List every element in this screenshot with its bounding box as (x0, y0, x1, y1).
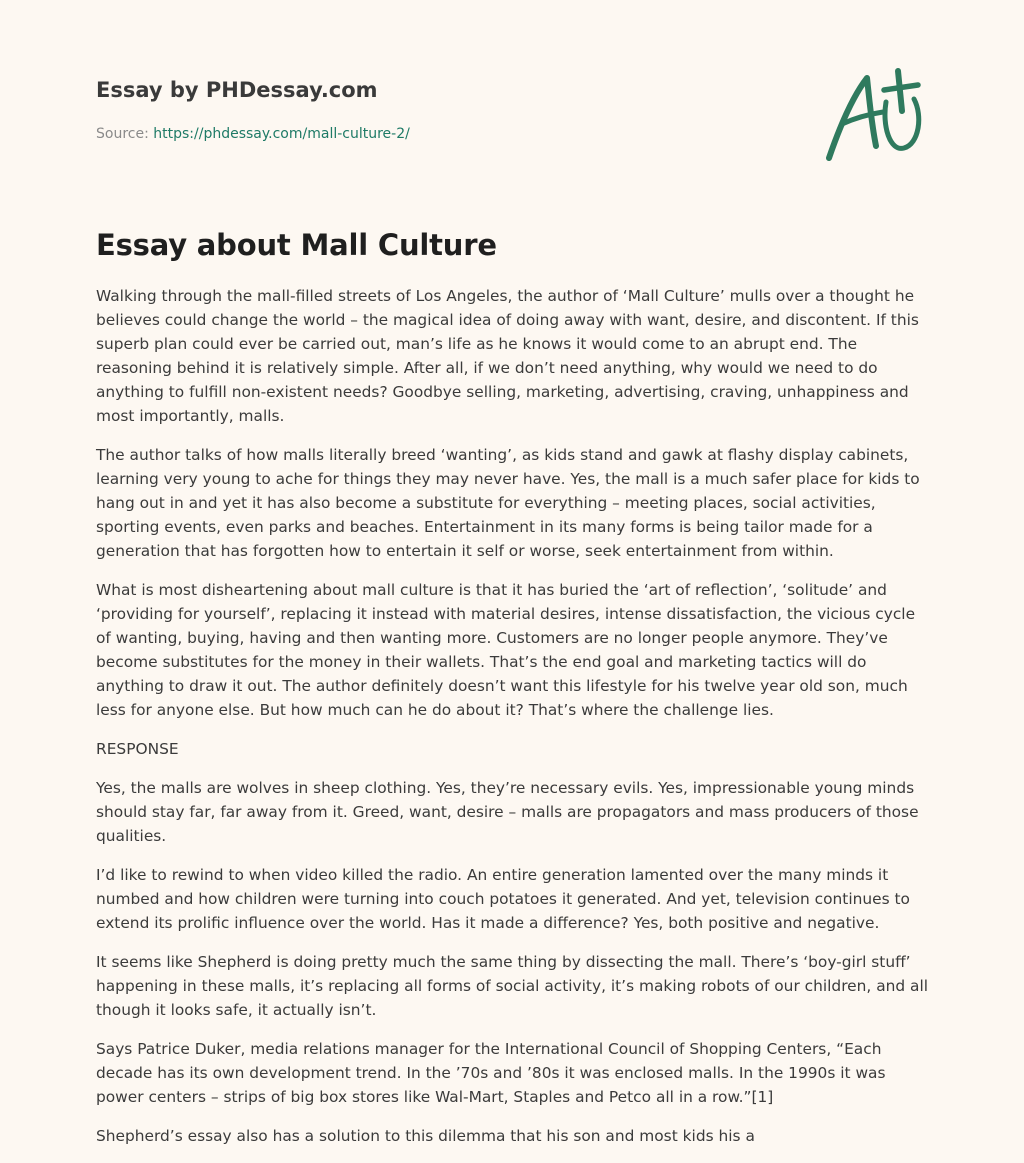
paragraph: I’d like to rewind to when video killed the radio. An entire generation lamented over the many minds it numbed and how children were turning into couch potatoes it generated. And yet, television continues to extend its prolific influence over the world. Has it made a difference? Yes, both positive and negative. (96, 866, 910, 932)
a-plus-logo-graphic (820, 66, 930, 166)
paragraph: Says Patrice Duker, media relations manager for the International Council of Shopping Centers, “Each decade has its own development trend. In the ’70s and ’80s it was enclosed malls. In the 1990s it was power centers – strips of big box stores like Wal-Mart, Staples and Petco all in a row.”[1] (96, 1040, 886, 1106)
paragraph: What is most disheartening about mall culture is that it has buried the ‘art of reflection’, ‘solitude’ and ‘providing for yourself’, replacing it instead with material desires, intense dissatisfaction, the vicious cycle of wanting, buying, having and then wanting more. Customers are no longer people anymore. They’ve become substitutes for the money in their wallets. That’s the end goal and marketing tactics will do anything to draw it out. The author definitely doesn’t want this lifestyle for his twelve year old son, much less for anyone else. But how much can he do about it? That’s where the challenge lies. (96, 581, 916, 719)
paragraph: The author talks of how malls literally breed ‘wanting’, as kids stand and gawk at flashy display cabinets, learning very young to ache for things they may never have. Yes, the mall is a much safer place for kids to hang out in and yet it has also become a substitute for everything – meeting places, social activities, sporting events, even parks and beaches. Entertainment in its many forms is being tailor made for a generation that has forgotten how to entertain it self or worse, seek entertainment from within. (96, 446, 920, 560)
a-plus-icon (820, 66, 930, 166)
source-line (96, 124, 796, 144)
paragraph: Walking through the mall-filled streets of Los Angeles, the author of ‘Mall Culture’ mulls over a thought he believes could change the world – the magical idea of doing away with want, desire, and discontent. If this superb plan could ever be carried out, man’s life as he knows it would come to an abrupt end. The reasoning behind it is relatively simple. After all, if we don’t need anything, why would we need to do anything to fulfill non-existent needs? Goodbye selling, marketing, advertising, craving, unhappiness and most importantly, malls. (96, 287, 919, 425)
paragraph: Yes, the malls are wolves in sheep clothing. Yes, they’re necessary evils. Yes, impressionable young minds should stay far, far away from it. Greed, want, desire – malls are propagators and mass producers of those qualities. (96, 779, 919, 845)
article-body (96, 284, 930, 1163)
paragraph: Shepherd’s essay also has a solution to this dilemma that his son and most kids his a (96, 1127, 755, 1145)
site-header (96, 76, 796, 144)
brand-name: Essay by PHDessay.com (96, 78, 378, 102)
page-title: Essay about Mall Culture (96, 228, 497, 262)
paragraph: It seems like Shepherd is doing pretty much the same thing by dissecting the mall. There’s ‘boy-girl stuff’ happening in these malls, it’s replacing all forms of social activity, it’s making robots of our children, and all though it looks safe, it actually isn’t. (96, 953, 929, 1019)
source-label: Source: (96, 126, 149, 142)
section-heading-response: RESPONSE (96, 740, 179, 758)
source-link[interactable]: https://phdessay.com/mall-culture-2/ (153, 126, 410, 142)
